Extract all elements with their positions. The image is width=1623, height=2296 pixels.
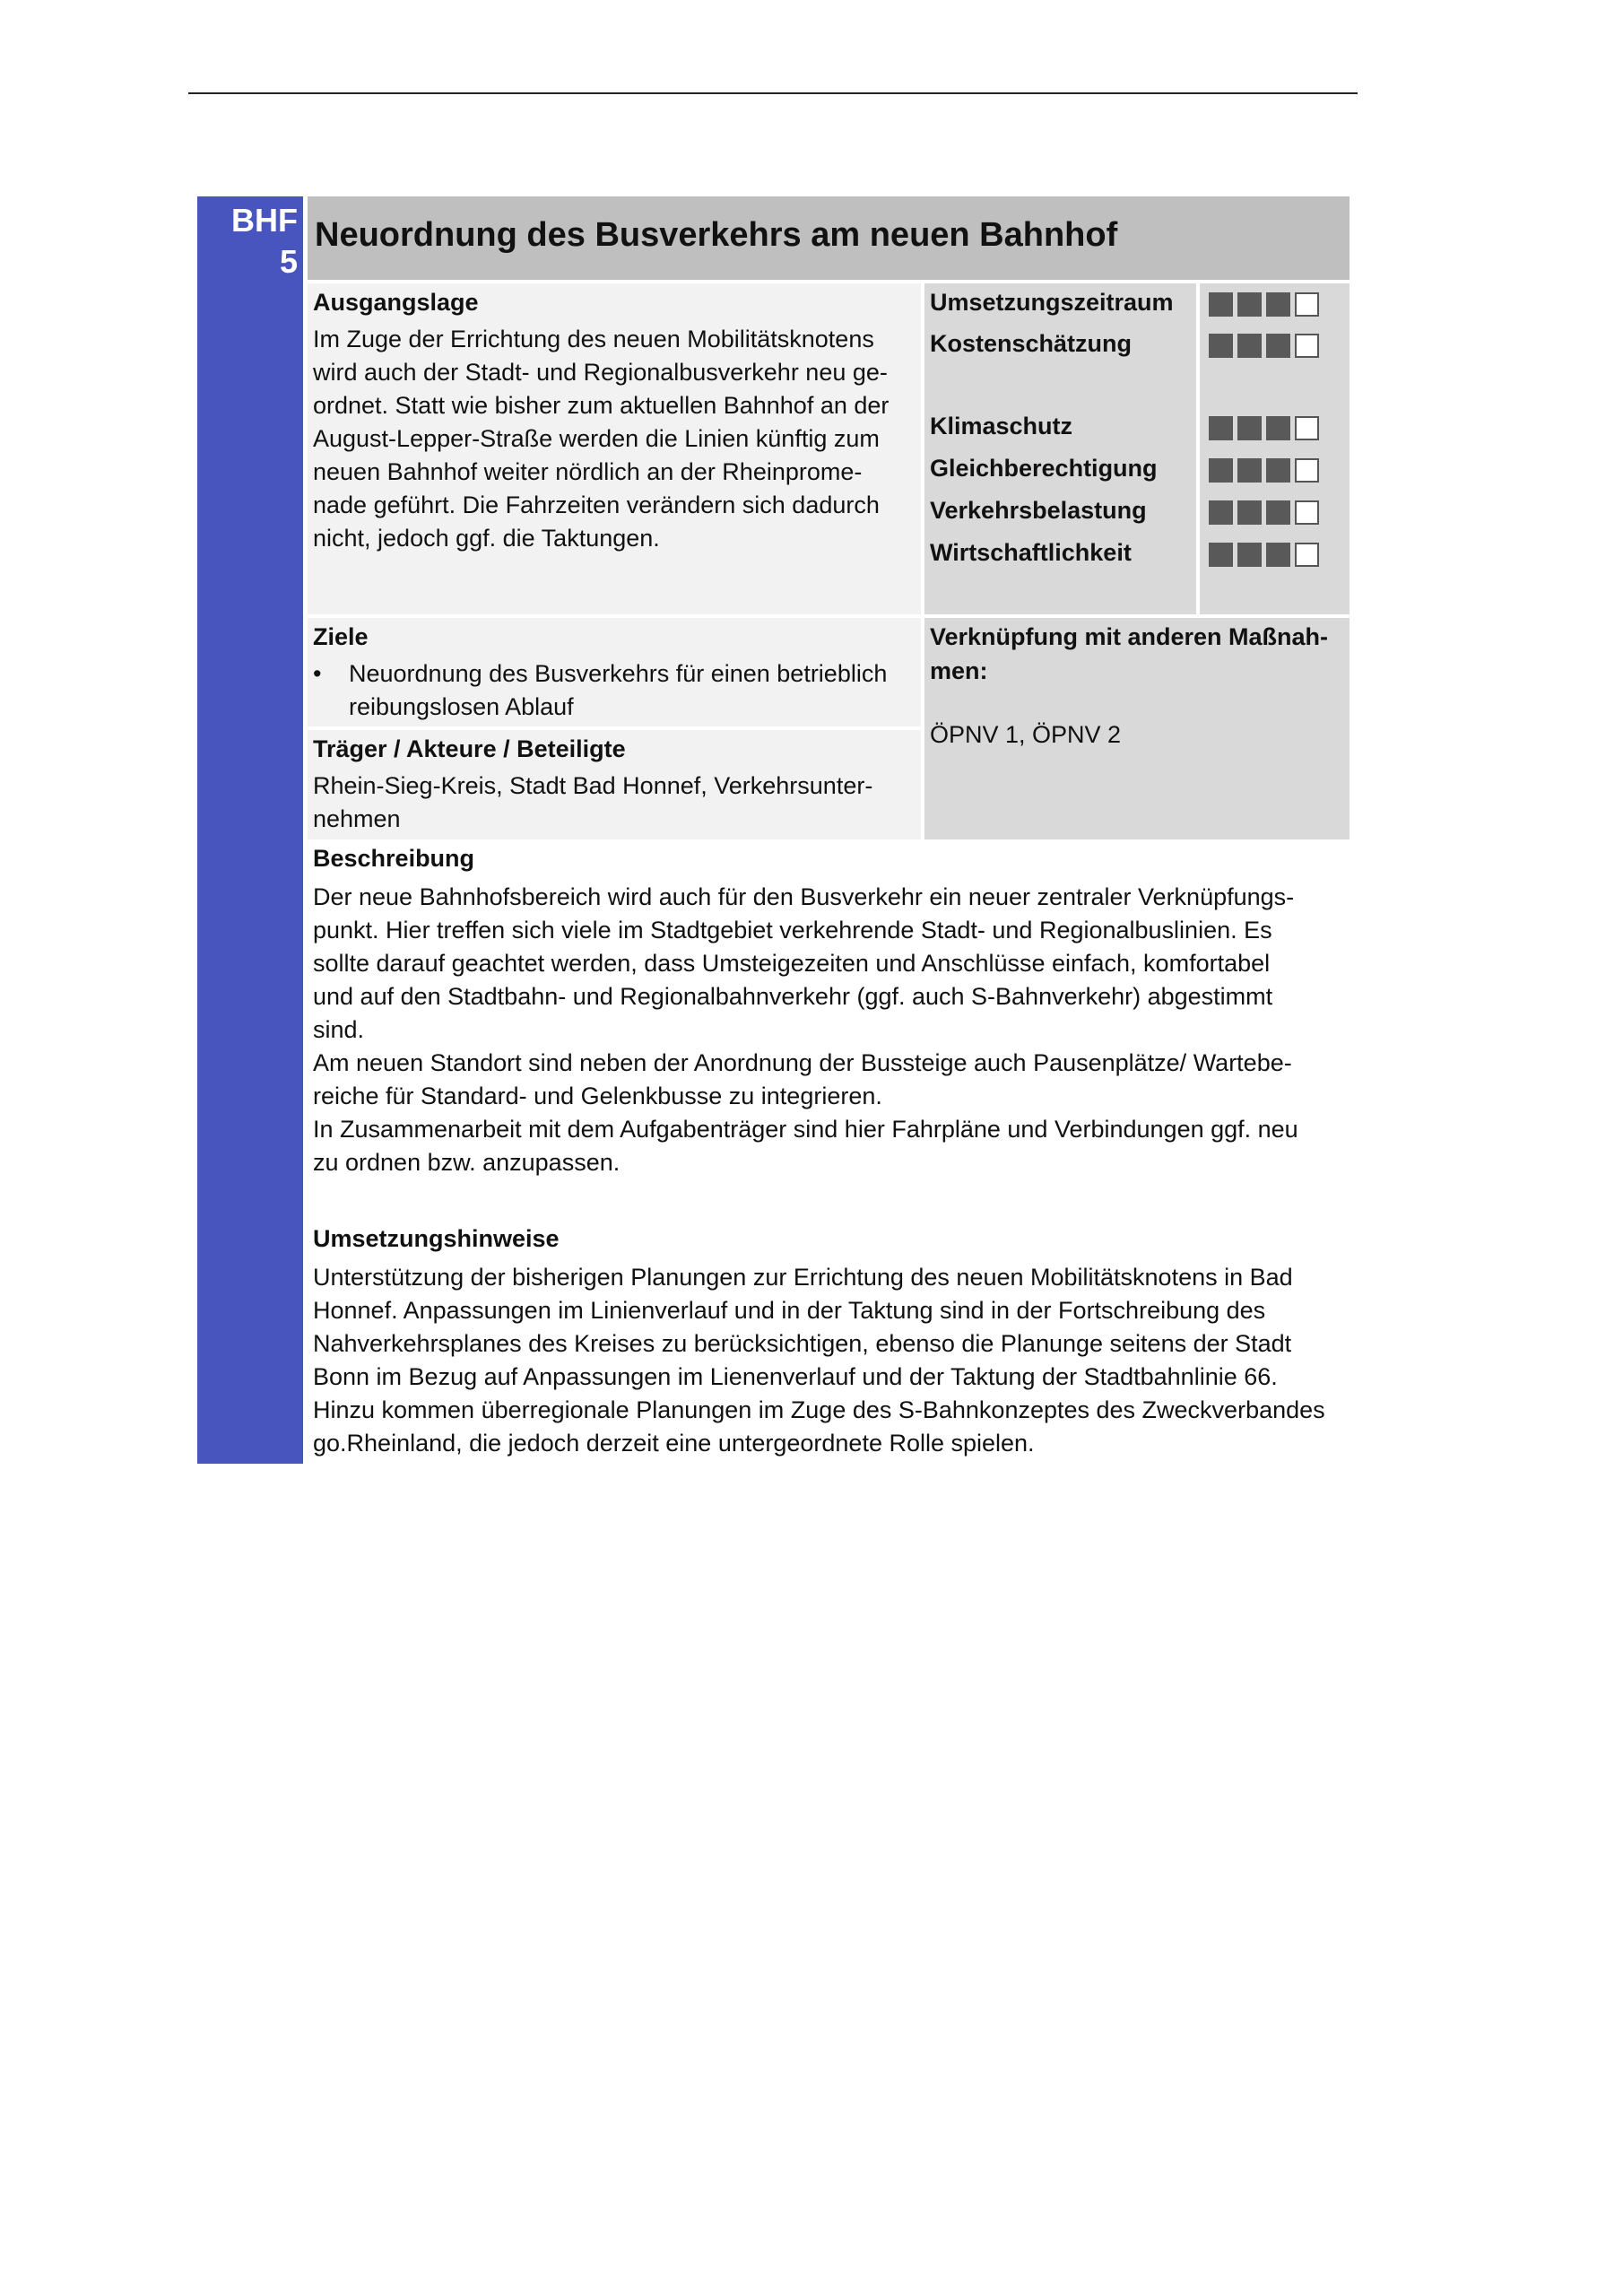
rating-square-filled — [1266, 458, 1290, 483]
text-line: reibungslosen Ablauf — [349, 693, 574, 720]
umsetzung-heading: Umsetzungshinweise — [313, 1225, 560, 1252]
rating-square-filled — [1237, 543, 1262, 567]
ziele-section — [308, 618, 921, 726]
text-line: men: — [930, 657, 988, 684]
rating-square-empty — [1295, 543, 1319, 567]
rating-label: Verkehrsbelastung — [930, 497, 1147, 524]
text-line: Der neue Bahnhofsbereich wird auch für den Busverkehr ein neuer zentraler Verknüpfungs- — [313, 883, 1295, 910]
text-line: Neuordnung des Busverkehrs für einen betrieblich — [349, 660, 888, 687]
rating-square-filled — [1237, 500, 1262, 525]
rating-square-filled — [1237, 334, 1262, 358]
title-bar — [308, 196, 1350, 280]
text-line: wird auch der Stadt- und Regionalbusverkehr neu ge- — [313, 359, 888, 386]
rating-squares — [1209, 500, 1319, 525]
rating-square-filled — [1266, 334, 1290, 358]
rating-square-filled — [1209, 543, 1233, 567]
rating-square-empty — [1295, 500, 1319, 525]
rating-square-filled — [1209, 292, 1233, 317]
ratings-labels — [924, 283, 1196, 614]
rating-square-filled — [1266, 416, 1290, 440]
text-line: und auf den Stadtbahn- und Regionalbahnverkehr (ggf. auch S-Bahnverkehr) abgestimmt — [313, 983, 1273, 1010]
umsetzung-text — [308, 1261, 1350, 1460]
verknuepfung-heading — [930, 620, 1328, 688]
rating-squares — [1209, 416, 1319, 440]
measure-code-sidebar — [197, 196, 303, 1464]
rating-square-filled — [1209, 458, 1233, 483]
verknuepfung-section — [924, 618, 1350, 839]
beschreibung-text — [308, 881, 1350, 1179]
measure-code — [231, 200, 298, 283]
text-line: ordnet. Statt wie bisher zum aktuellen Bahnhof an der — [313, 392, 890, 419]
rating-squares — [1209, 543, 1319, 567]
rating-label: Gleichberechtigung — [930, 455, 1158, 482]
text-line: neuen Bahnhof weiter nördlich an der Rheinprome- — [313, 458, 863, 485]
traeger-heading: Träger / Akteure / Beteiligte — [313, 735, 626, 762]
text-line: Verknüpfung mit anderen Maßnah- — [930, 623, 1329, 650]
rating-square-filled — [1209, 500, 1233, 525]
ratings-scores — [1200, 283, 1350, 614]
beschreibung-heading: Beschreibung — [313, 845, 475, 872]
text-line: Unterstützung der bisherigen Planungen zur Errichtung des neuen Mobilitätsknotens in Bad — [313, 1264, 1293, 1291]
text-line: Bonn im Bezug auf Anpassungen im Lienenverlauf und der Taktung der Stadtbahnlinie 66. — [313, 1363, 1278, 1390]
bullet: • — [313, 660, 322, 687]
text-line: Rhein-Sieg-Kreis, Stadt Bad Honnef, Verkehrsunter- — [313, 772, 873, 799]
ausgangslage-heading: Ausgangslage — [313, 289, 479, 316]
measure-code-number: 5 — [279, 243, 298, 280]
text-line: sollte darauf geachtet werden, dass Umsteigezeiten und Anschlüsse einfach, komfortabel — [313, 950, 1271, 977]
rating-square-empty — [1295, 292, 1319, 317]
rating-square-filled — [1209, 416, 1233, 440]
text-line: nade geführt. Die Fahrzeiten verändern sich dadurch — [313, 491, 880, 518]
page-title: Neuordnung des Busverkehrs am neuen Bahnhof — [315, 216, 1118, 254]
verknuepfung-value: ÖPNV 1, ÖPNV 2 — [930, 721, 1122, 748]
rating-square-empty — [1295, 458, 1319, 483]
text-line: In Zusammenarbeit mit dem Aufgabenträger sind hier Fahrpläne und Verbindungen ggf. neu — [313, 1116, 1298, 1143]
rating-square-filled — [1237, 458, 1262, 483]
rating-label: Klimaschutz — [930, 413, 1073, 439]
text-line: Nahverkehrsplanes des Kreises zu berücksichtigen, ebenso die Planunge seitens der Stadt — [313, 1330, 1292, 1357]
text-line: Am neuen Standort sind neben der Anordnung der Bussteige auch Pausenplätze/ Wartebe- — [313, 1049, 1292, 1076]
umsetzung-section — [308, 1222, 1350, 1460]
rating-squares — [1209, 458, 1319, 483]
header-rule — [188, 92, 1358, 94]
text-line: nicht, jedoch ggf. die Taktungen. — [313, 525, 660, 552]
rating-label: Wirtschaftlichkeit — [930, 539, 1132, 566]
ausgangslage-text — [313, 323, 889, 555]
text-line: go.Rheinland, die jedoch derzeit eine untergeordnete Rolle spielen. — [313, 1430, 1035, 1457]
traeger-text — [313, 770, 872, 836]
text-line: August-Lepper-Straße werden die Linien künftig zum — [313, 425, 880, 452]
rating-square-empty — [1295, 334, 1319, 358]
rating-square-filled — [1266, 543, 1290, 567]
rating-square-empty — [1295, 416, 1319, 440]
rating-square-filled — [1209, 334, 1233, 358]
rating-square-filled — [1237, 416, 1262, 440]
text-line: sind. — [313, 1016, 365, 1043]
beschreibung-section — [308, 841, 1350, 1179]
rating-square-filled — [1266, 500, 1290, 525]
measure-code-prefix: BHF — [231, 202, 298, 239]
rating-square-filled — [1266, 292, 1290, 317]
ziele-heading: Ziele — [313, 623, 369, 650]
rating-squares — [1209, 292, 1319, 317]
ausgangslage-section — [308, 283, 921, 614]
text-line: Honnef. Anpassungen im Linienverlauf und in der Taktung sind in der Fortschreibung des — [313, 1297, 1266, 1324]
text-line: zu ordnen bzw. anzupassen. — [313, 1149, 621, 1176]
rating-squares — [1209, 334, 1319, 358]
rating-square-filled — [1237, 292, 1262, 317]
text-line: reiche für Standard- und Gelenkbusse zu integrieren. — [313, 1083, 882, 1109]
text-line: punkt. Hier treffen sich viele im Stadtgebiet verkehrende Stadt- und Regionalbuslinien. Es — [313, 917, 1272, 944]
text-line: nehmen — [313, 805, 401, 832]
traeger-section — [308, 730, 921, 839]
text-line: Im Zuge der Errichtung des neuen Mobilitätsknotens — [313, 326, 874, 352]
rating-label: Umsetzungszeitraum — [930, 289, 1174, 316]
rating-label: Kostenschätzung — [930, 330, 1133, 357]
text-line: Hinzu kommen überregionale Planungen im Zuge des S-Bahnkonzeptes des Zweckverbandes — [313, 1396, 1325, 1423]
